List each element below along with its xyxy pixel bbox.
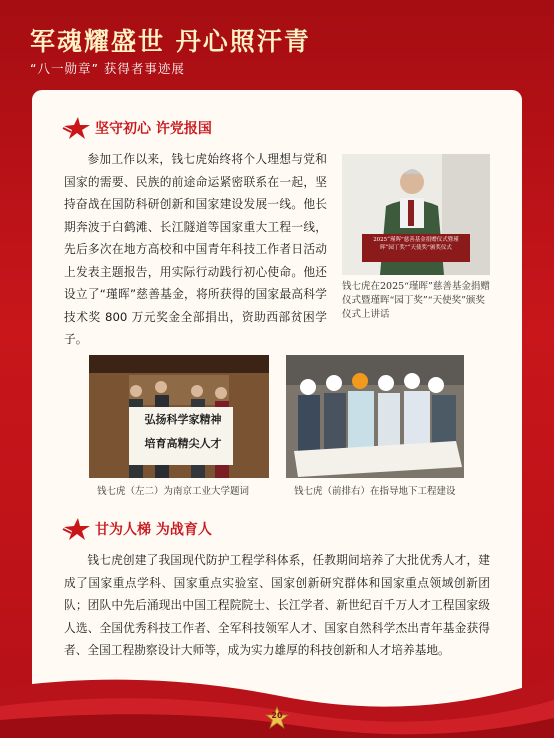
star-icon (62, 116, 92, 140)
construction-photo (286, 355, 464, 478)
section-1-paragraph: 参加工作以来，钱七虎始终将个人理想与党和国家的需要、民族的前途命运紧密联系在一起，坚持奋战在国防科研创新和国家建设发展一线。他长期奔波于白鹤滩、长江隧道等国家重大工程一线，先后多次在地方高校和中国青年科技工作者日活动上发表主题报告，用实际行动践行初心使命。他还设立了“瑾晖”慈善基金，将所获得的国家最高科学技术奖 800 万元奖金全部捐出，资助西部贫困学子。 (64, 152, 327, 346)
section-heading-1 (62, 116, 212, 140)
section-heading-2 (62, 517, 212, 541)
section-2-paragraph: 钱七虎创建了我国现代防护工程学科体系，任教期间培养了大批优秀人才，建成了国家重点学科、国家重点实验室、国家创新研究群体和国家重点领域创新团队；团队中先后涌现出中国工程院院士、长江学者、新世纪百千万人才工程国家级人选、全国优秀科技工作者、全军科技领军人才、国家自然科学杰出青年基金获得者、全国工程勘察设计大师等，成为实力雄厚的科技创新和人才培养基地。 (64, 553, 490, 657)
calligraphy-line-1: 弘扬科学家精神 (144, 413, 222, 426)
section-title-1: 坚守初心 许党报国 (95, 121, 212, 137)
construction-photo-caption: 钱七虎（前排右）在指导地下工程建设 (294, 486, 456, 497)
page-number: 20 (271, 711, 283, 720)
page-title: 军魂耀盛世 丹心照汗青 (30, 27, 311, 56)
content-card (32, 90, 522, 720)
section-title-2: 甘为人梯 为战育人 (95, 522, 212, 538)
star-icon (62, 517, 92, 541)
speech-photo-caption: 钱七虎在2025“瑾晖”慈善基金捐赠仪式暨瑾晖“园丁奖”“天使奖”颁奖仪式上讲话 (342, 281, 490, 320)
page-subtitle: “八一勋章” 获得者事迹展 (30, 61, 185, 76)
speech-photo-illustration (342, 154, 490, 275)
page-header (0, 0, 554, 90)
calligraphy-photo (89, 355, 269, 478)
speech-photo (342, 154, 490, 275)
construction-illustration (286, 355, 464, 478)
speech-banner: 2025“瑾晖”慈善基金捐赠仪式暨瑾晖“园丁奖”“天使奖”颁奖仪式 (373, 237, 459, 251)
calligraphy-line-2: 培育高精尖人才 (144, 437, 222, 450)
calligraphy-photo-caption: 钱七虎（左二）为南京工业大学题词 (97, 486, 250, 497)
